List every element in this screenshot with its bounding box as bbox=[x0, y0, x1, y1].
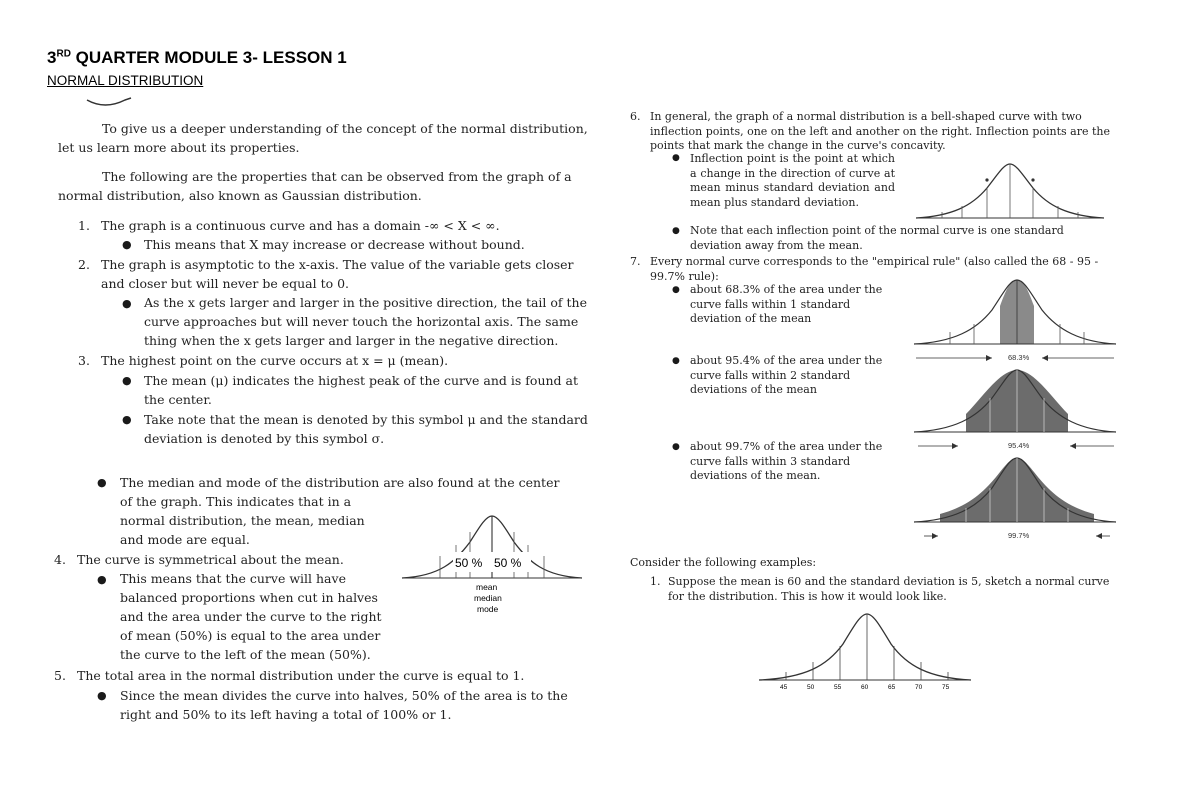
bullet-dot: ● bbox=[97, 689, 107, 702]
empirical-99-text: about 99.7% of the area under the curve falls within 3 standard deviations of the mean. bbox=[690, 440, 883, 482]
empirical-95-figure bbox=[910, 362, 1120, 456]
axis-tick-label: 70 bbox=[915, 684, 923, 691]
example-curve-figure bbox=[755, 608, 975, 693]
intro-paragraph-1: To give us a deeper understanding of the concept of the normal distribution, let us learn more about its properties. bbox=[58, 121, 588, 155]
property-number-5: 5. bbox=[54, 668, 66, 683]
bullet-dot: ● bbox=[672, 153, 680, 163]
mean-label: mean bbox=[476, 582, 498, 592]
property-3-bullet-2: Take note that the mean is denoted by this symbol μ and the standard deviation is denoted by this symbol σ. bbox=[144, 412, 588, 446]
property-3-bullet-1: The mean (μ) indicates the highest peak of the curve and is found at the center. bbox=[144, 373, 578, 407]
bullet-dot: ● bbox=[672, 226, 680, 236]
left-half-label: 50 % bbox=[455, 556, 483, 570]
example-1-text: Suppose the mean is 60 and the standard deviation is 5, sketch a normal curve for the distribution. This is how it would look like. bbox=[668, 575, 1110, 603]
empirical-68-figure bbox=[910, 274, 1120, 366]
property-2-bullet-1: As the x gets larger and larger in the positive direction, the tail of the curve approaches but will never touch the horizontal axis. The same thing when the x gets larger and larger in the negative direction. bbox=[144, 295, 587, 348]
property-4-bullet-1: This means that the curve will have balanced proportions when cut in halves and the area under the curve to the right of mean (50%) is equal to the area under the curve to the left of the mean (50%). bbox=[120, 571, 382, 662]
symmetric-curve-figure bbox=[400, 512, 585, 622]
property-number-3: 3. bbox=[78, 353, 90, 368]
property-6-text: In general, the graph of a normal distribution is a bell-shaped curve with two inflection points, one on the left and another on the right. Inflection points are the points that mark the change in the curve's concavity. bbox=[650, 110, 1111, 152]
empirical-95-text: about 95.4% of the area under the curve falls within 2 standard deviations of the mean bbox=[690, 354, 883, 396]
property-number-2: 2. bbox=[78, 257, 90, 272]
label-99: 99.7% bbox=[1008, 531, 1030, 540]
mode-label: mode bbox=[477, 604, 499, 614]
median-mode-text-line1: The median and mode of the distribution are also found at the center bbox=[120, 475, 560, 490]
property-1-text: The graph is a continuous curve and has a domain -∞ < X < ∞. bbox=[101, 218, 500, 233]
axis-tick-label: 60 bbox=[861, 684, 869, 691]
median-mode-text-rest: of the graph. This indicates that in a normal distribution, the mean, median and mode are equal. bbox=[120, 494, 365, 547]
bullet-dot: ● bbox=[122, 297, 132, 310]
inflection-curve-figure bbox=[912, 160, 1107, 222]
property-7-text: Every normal curve corresponds to the "empirical rule" (also called the 68 - 95 - 99.7% rule): bbox=[650, 255, 1099, 283]
bullet-dot: ● bbox=[97, 573, 107, 586]
empirical-68-text: about 68.3% of the area under the curve falls within 1 standard deviation of the mean bbox=[690, 283, 883, 325]
example-number-1: 1. bbox=[650, 575, 661, 588]
axis-tick-label: 55 bbox=[834, 684, 842, 691]
module-title: 3RD QUARTER MODULE 3- LESSON 1 bbox=[47, 48, 347, 67]
right-half-label: 50 % bbox=[494, 556, 522, 570]
property-number-4: 4. bbox=[54, 552, 66, 567]
axis-tick-label: 65 bbox=[888, 684, 896, 691]
bullet-dot: ● bbox=[122, 374, 132, 387]
median-label: median bbox=[474, 593, 502, 603]
lesson-subtitle: NORMAL DISTRIBUTION bbox=[47, 73, 204, 88]
label-95: 95.4% bbox=[1008, 441, 1030, 450]
property-6-bullet-1: Inflection point is the point at which a change in the direction of curve at mean minus standard deviation and mean plus standard deviation. bbox=[690, 152, 895, 209]
bullet-dot: ● bbox=[672, 356, 680, 366]
property-number-1: 1. bbox=[78, 218, 90, 233]
property-5-bullet-1: Since the mean divides the curve into halves, 50% of the area is to the right and 50% to its left having a total of 100% or 1. bbox=[120, 688, 568, 722]
bullet-dot: ● bbox=[672, 285, 680, 295]
decorative-swoosh bbox=[85, 96, 135, 110]
property-2-text: The graph is asymptotic to the x-axis. The value of the variable gets closer and closer but will never be equal to 0. bbox=[101, 257, 574, 291]
property-3-text: The highest point on the curve occurs at x = μ (mean). bbox=[101, 353, 449, 368]
property-number-6: 6. bbox=[630, 110, 641, 123]
property-6-bullet-2: Note that each inflection point of the normal curve is one standard deviation away from the mean. bbox=[690, 224, 1064, 252]
intro-paragraph-2: The following are the properties that can be observed from the graph of a normal distribution, also known as Gaussian distribution. bbox=[58, 169, 572, 203]
examples-heading: Consider the following examples: bbox=[630, 556, 817, 569]
axis-tick-label: 45 bbox=[780, 684, 788, 691]
bullet-dot: ● bbox=[122, 413, 132, 426]
axis-tick-label: 50 bbox=[807, 684, 815, 691]
axis-tick-label: 75 bbox=[942, 684, 950, 691]
bullet-dot: ● bbox=[672, 442, 680, 452]
empirical-99-figure bbox=[910, 450, 1120, 546]
bullet-dot: ● bbox=[97, 476, 107, 489]
property-1-bullet-1: This means that X may increase or decrease without bound. bbox=[144, 237, 525, 252]
property-number-7: 7. bbox=[630, 255, 641, 268]
property-4-text: The curve is symmetrical about the mean. bbox=[77, 552, 344, 567]
property-5-text: The total area in the normal distribution under the curve is equal to 1. bbox=[77, 668, 525, 683]
bullet-dot: ● bbox=[122, 238, 132, 251]
label-68: 68.3% bbox=[1008, 353, 1030, 362]
